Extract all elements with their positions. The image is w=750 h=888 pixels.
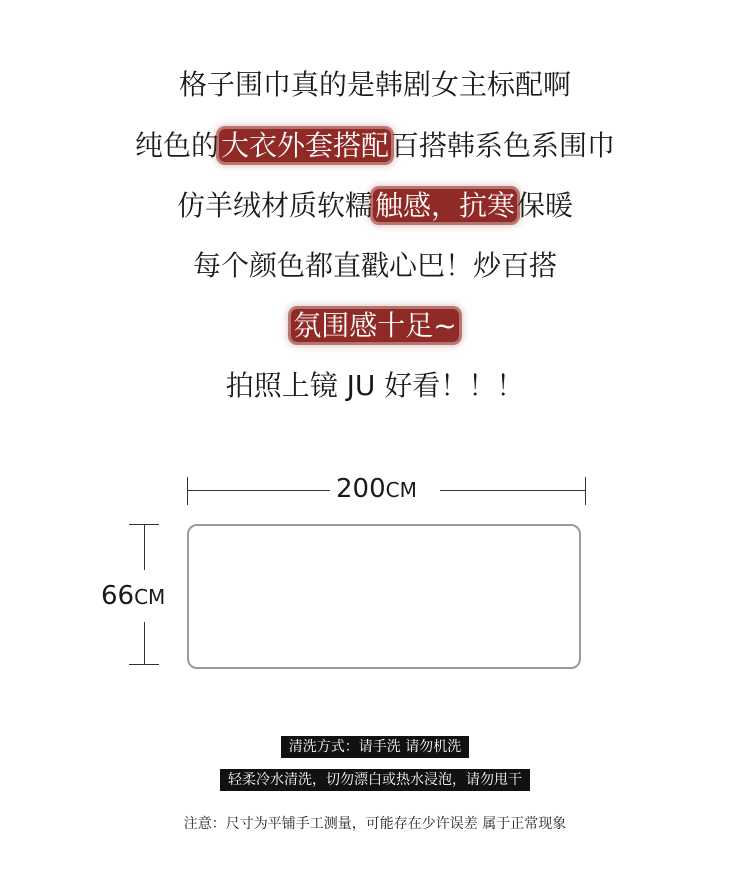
copy-line-1-text: 格子围巾真的是韩剧女主标配啊 bbox=[178, 68, 571, 101]
care-tag-1 bbox=[0, 736, 750, 758]
width-dimension-right-tick bbox=[585, 477, 586, 505]
height-dimension-line-top bbox=[144, 524, 145, 570]
size-note-text: 注意：尺寸为平铺手工测量，可能存在少许误差 属于正常现象 bbox=[183, 816, 567, 832]
copy-line-2-pre: 纯色的 bbox=[134, 129, 219, 162]
copy-line-3-pre: 仿羊绒材质软糯 bbox=[176, 189, 373, 222]
width-value: 200 bbox=[336, 474, 386, 504]
copy-line-3-post: 保暖 bbox=[517, 189, 574, 222]
copy-line-6-text: 拍照上镜 JU 好看！！！ bbox=[225, 369, 525, 402]
copy-line-2-post: 百搭韩系色系围巾 bbox=[391, 129, 616, 162]
height-dimension-label bbox=[101, 581, 165, 611]
height-dimension-bottom-tick bbox=[129, 664, 159, 665]
copy-line-2 bbox=[0, 126, 750, 166]
copy-line-3-highlight: 触感，抗寒 bbox=[374, 189, 515, 222]
copy-line-4 bbox=[0, 246, 750, 286]
width-dimension-label bbox=[336, 474, 417, 504]
height-value: 66 bbox=[101, 581, 135, 611]
copy-line-1 bbox=[0, 65, 750, 105]
copy-line-6 bbox=[0, 366, 750, 406]
scarf-outline bbox=[187, 524, 581, 669]
width-dimension-left-tick bbox=[187, 477, 188, 505]
copy-line-4-text: 每个颜色都直戳心巴！炒百搭 bbox=[192, 249, 557, 282]
care-tag-2 bbox=[0, 769, 750, 791]
height-unit: CM bbox=[134, 585, 166, 609]
care-tag-1-text: 清洗方式：请手洗 请勿机洗 bbox=[281, 736, 469, 758]
width-unit: CM bbox=[385, 478, 417, 502]
height-dimension-line-bottom bbox=[144, 622, 145, 664]
size-note bbox=[0, 813, 750, 833]
width-dimension-line-left bbox=[187, 490, 330, 491]
copy-line-3 bbox=[0, 186, 750, 226]
copy-line-5 bbox=[0, 306, 750, 346]
copy-line-5-highlight: 氛围感十足~ bbox=[293, 309, 457, 342]
copy-line-2-highlight: 大衣外套搭配 bbox=[220, 129, 389, 162]
care-tag-2-text: 轻柔冷水清洗，切勿漂白或热水浸泡，请勿甩干 bbox=[220, 769, 530, 791]
width-dimension-line-right bbox=[440, 490, 585, 491]
